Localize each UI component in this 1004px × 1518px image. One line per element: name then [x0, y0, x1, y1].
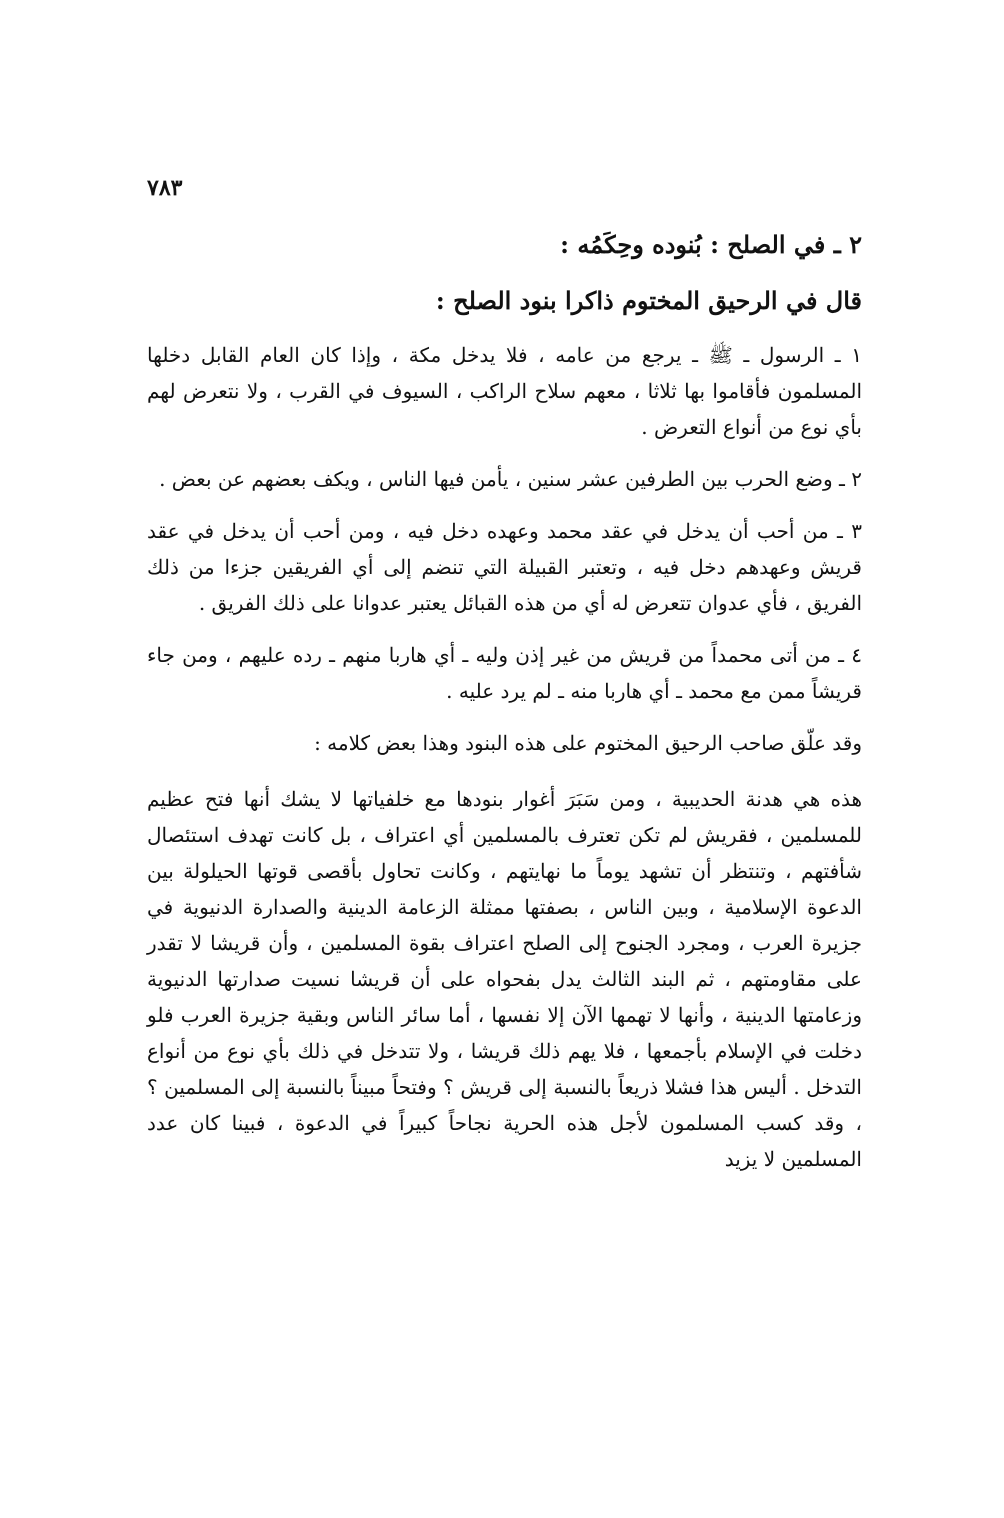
page-number: ٧٨٣	[147, 175, 183, 201]
commentary-body: هذه هي هدنة الحديبية ، ومن سَبَرَ أغوار بنودها مع خلفياتها لا يشك أنها فتح عظيم للمسلمين ، فقريش لم تكن تعترف بالمسلمين أي اعتراف ، بل كانت تهدف استئصال شأفتهم ، وتنتظر أن تشهد يوماً ما نهايتهم ، وكانت تحاول بأقصى قوتها الحيلولة بين الدعوة الإسلامية ، وبين الناس ، بصفتها ممثلة الزعامة الدينية والصدارة الدنيوية في جزيرة العرب ، ومجرد الجنوح إلى الصلح اعتراف بقوة المسلمين ، وأن قريشا لا تقدر على مقاومتهم ، ثم البند الثالث يدل بفحواه على أن قريشا نسيت صدارتها الدنيوية وزعامتها الدينية ، وأنها لا تهمها الآن إلا نفسها ، أما سائر الناس وبقية جزيرة العرب فلو دخلت في الإسلام بأجمعها ، فلا يهم ذلك قريشا ، ولا تتدخل في ذلك بأي نوع من أنواع التدخل . أليس هذا فشلا ذريعاً بالنسبة إلى قريش ؟ وفتحاً مبيناً بالنسبة إلى المسلمين ؟ ، وقد كسب المسلمون لأجل هذه الحرية نجاحاً كبيراً في الدعوة ، فبينا كان عدد المسلمين لا يزيد	[147, 787, 863, 1171]
section-heading: ٢ ـ في الصلح : بُنوده وحِكَمُه :	[560, 230, 862, 259]
sub-heading: قال في الرحيق المختوم ذاكرا بنود الصلح :	[435, 286, 862, 315]
commentary-intro: وقد علّق صاحب الرحيق المختوم على هذه البنود وهذا بعض كلامه :	[314, 731, 862, 755]
page-content	[147, 225, 862, 1193]
clause-2: ٢ ـ وضع الحرب بين الطرفين عشر سنين ، يأمن فيها الناس ، ويكف بعضهم عن بعض .	[159, 467, 862, 491]
clause-3: ٣ ـ من أحب أن يدخل في عقد محمد وعهده دخل فيه ، ومن أحب أن يدخل في عقد قريش وعهدهم دخل فيه ، وتعتبر القبيلة التي تنضم إلى أي الفريقين جزءا من ذلك الفريق ، فأي عدوان تتعرض له أي من هذه القبائل يعتبر عدوانا على ذلك الفريق .	[147, 519, 862, 615]
clause-1: ١ ـ الرسول ـ ﷺ ـ يرجع من عامه ، فلا يدخل مكة ، وإذا كان العام القابل دخلها المسلمون فأقاموا بها ثلاثا ، معهم سلاح الراكب ، السيوف في القرب ، ولا نتعرض لهم بأي نوع من أنواع التعرض .	[147, 343, 862, 439]
clause-4: ٤ ـ من أتى محمداً من قريش من غير إذن وليه ـ أي هاربا منهم ـ رده عليهم ، ومن جاء قريشاً ممن مع محمد ـ أي هاربا منه ـ لم يرد عليه .	[147, 643, 862, 703]
